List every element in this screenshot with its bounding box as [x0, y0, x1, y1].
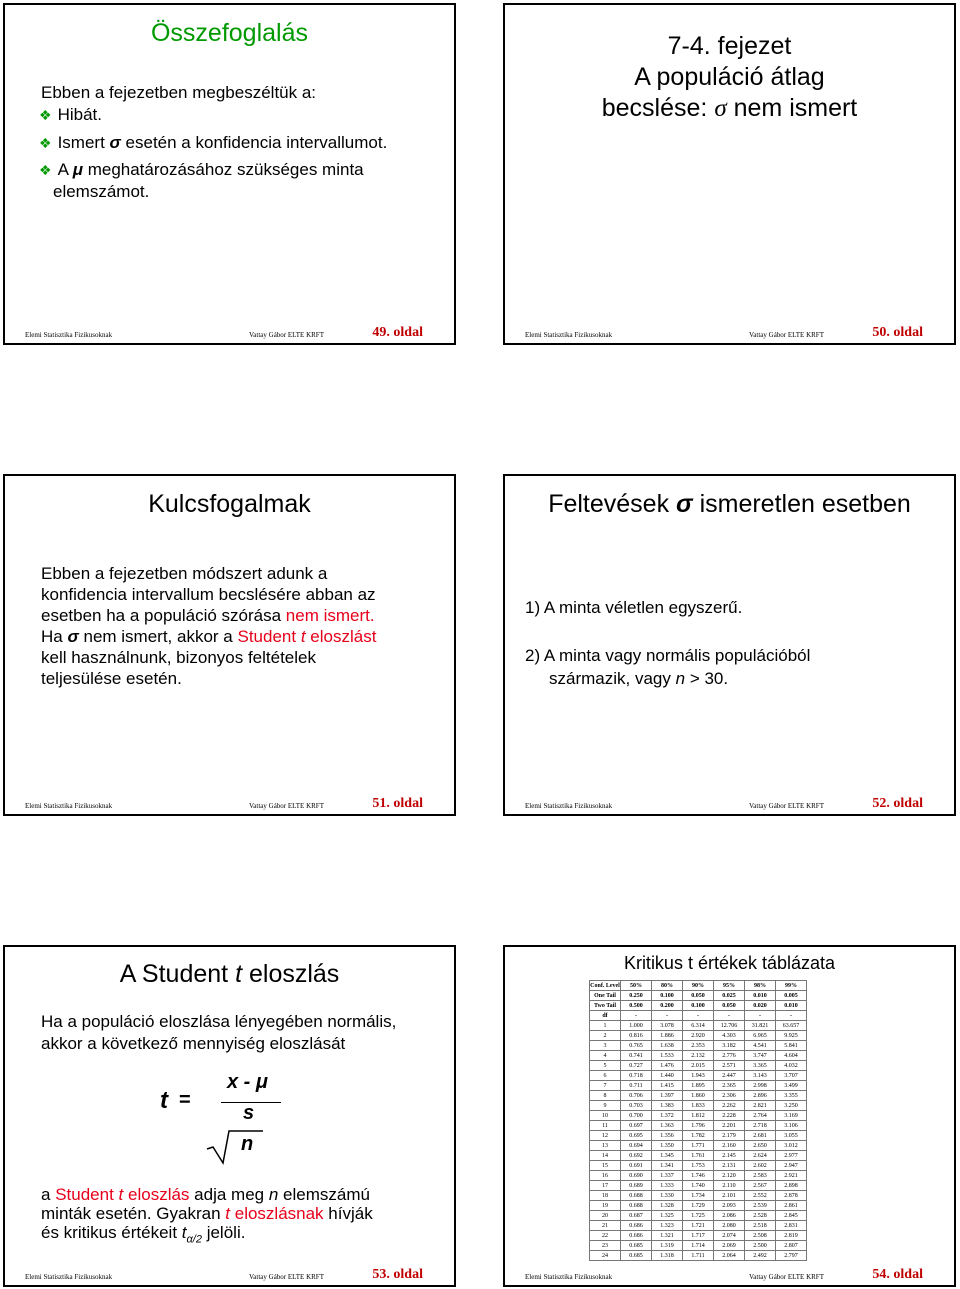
table-cell: 17: [590, 1181, 621, 1191]
table-cell: 1.717: [683, 1231, 714, 1241]
table-cell: 3: [590, 1041, 621, 1051]
page-number: 51. oldal: [372, 796, 423, 811]
table-cell: 2.069: [714, 1241, 745, 1251]
table-row: [590, 1191, 807, 1201]
table-cell: 1: [590, 1021, 621, 1031]
table-cell: 3.078: [652, 1021, 683, 1031]
table-cell: 2.228: [714, 1111, 745, 1121]
table-cell: 1.325: [652, 1211, 683, 1221]
table-row: [590, 1161, 807, 1171]
slide-54: [503, 945, 956, 1287]
table-cell: 1.397: [652, 1091, 683, 1101]
table-cell: 0.689: [621, 1181, 652, 1191]
table-cell: -: [714, 1011, 745, 1021]
table-cell: 1.729: [683, 1201, 714, 1211]
table-cell: 0.706: [621, 1091, 652, 1101]
table-cell: 1.886: [652, 1031, 683, 1041]
critical-t-table: [589, 980, 807, 1261]
table-cell: 0.250: [621, 991, 652, 1001]
table-row: [590, 1241, 807, 1251]
table-cell: 2.080: [714, 1221, 745, 1231]
table-cell: 2.015: [683, 1061, 714, 1071]
table-cell: 1.323: [652, 1221, 683, 1231]
table-cell: 7: [590, 1081, 621, 1091]
page-number: 52. oldal: [872, 796, 923, 811]
table-cell: 2.306: [714, 1091, 745, 1101]
table-cell: 6.965: [745, 1031, 776, 1041]
table-cell: 0.694: [621, 1141, 652, 1151]
table-cell: 0.005: [776, 991, 807, 1001]
slide-title: 7-4. fejezet A populáció átlag becslése: σ nem ismert: [601, 32, 858, 122]
table-cell: 1.761: [683, 1151, 714, 1161]
table-cell: 1.337: [652, 1171, 683, 1181]
table-cell: 3.169: [776, 1111, 807, 1121]
table-cell: 20: [590, 1211, 621, 1221]
table-row: [590, 991, 807, 1001]
table-cell: 1.833: [683, 1101, 714, 1111]
table-cell: 2.861: [776, 1201, 807, 1211]
table-cell: 1.476: [652, 1061, 683, 1071]
table-cell: 1.711: [683, 1251, 714, 1261]
slide-52: [503, 474, 956, 816]
table-cell: 1.943: [683, 1071, 714, 1081]
table-cell: 1.000: [621, 1021, 652, 1031]
table-cell: 0.695: [621, 1131, 652, 1141]
table-cell: 2.131: [714, 1161, 745, 1171]
slide-53: [3, 945, 456, 1287]
table-cell: 2.101: [714, 1191, 745, 1201]
diamond-bullet-icon: ❖: [39, 107, 52, 123]
table-cell: 2.145: [714, 1151, 745, 1161]
table-cell: 2.819: [776, 1231, 807, 1241]
table-cell: -: [745, 1011, 776, 1021]
table-cell: 0.765: [621, 1041, 652, 1051]
slide-title: Kulcsfogalmak: [148, 490, 311, 518]
table-cell: 19: [590, 1201, 621, 1211]
table-cell: 4.032: [776, 1061, 807, 1071]
table-cell: 2.528: [745, 1211, 776, 1221]
table-cell: 4.541: [745, 1041, 776, 1051]
table-cell: 16: [590, 1171, 621, 1181]
page-number: 50. oldal: [872, 325, 923, 340]
slide-title: A Student t eloszlás: [119, 960, 340, 988]
table-cell: 50%: [621, 981, 652, 991]
table-cell: 2.262: [714, 1101, 745, 1111]
assumption-1: 1) A minta véletlen egyszerű.: [525, 598, 743, 617]
table-cell: 2.764: [745, 1111, 776, 1121]
table-cell: 2.650: [745, 1141, 776, 1151]
table-cell: 6.314: [683, 1021, 714, 1031]
table-cell: 18: [590, 1191, 621, 1201]
slide-footer: Elemi Statisztika Fizikusoknak Vattay Gábor ELTE KRFT 52. oldal: [525, 796, 923, 811]
table-cell: 2.064: [714, 1251, 745, 1261]
table-cell: 2.160: [714, 1141, 745, 1151]
table-cell: 2.074: [714, 1231, 745, 1241]
table-cell: 12: [590, 1131, 621, 1141]
table-cell: 1.383: [652, 1101, 683, 1111]
table-row: [590, 1051, 807, 1061]
slide-49: [3, 3, 456, 345]
table-cell: 0.686: [621, 1231, 652, 1241]
table-cell: 12.706: [714, 1021, 745, 1031]
table-cell: 0.200: [652, 1001, 683, 1011]
table-cell: 6: [590, 1071, 621, 1081]
slide-footnote: a Student t eloszlás adja meg n elemszámú minták esetén. Gyakran t eloszlásnak hívják és kritikus értékeit $t_{\alpha/2}$ jelöli.: [41, 1185, 373, 1246]
table-row: [590, 1171, 807, 1181]
table-cell: 2.776: [714, 1051, 745, 1061]
table-cell: 1.533: [652, 1051, 683, 1061]
table-cell: 1.714: [683, 1241, 714, 1251]
list-item: ❖ Ismert σ esetén a konfidencia intervallumot.: [39, 133, 388, 152]
list-item: ❖ Hibát.: [39, 105, 102, 124]
table-cell: 80%: [652, 981, 683, 991]
table-cell: 1.895: [683, 1081, 714, 1091]
slide-title: Összefoglalás: [150, 19, 309, 47]
table-cell: 2.539: [745, 1201, 776, 1211]
table-cell: 0.703: [621, 1101, 652, 1111]
table-cell: 2.500: [745, 1241, 776, 1251]
table-cell: Two Tail: [590, 1001, 621, 1011]
table-cell: 2.353: [683, 1041, 714, 1051]
table-row: [590, 1221, 807, 1231]
table-cell: 3.143: [745, 1071, 776, 1081]
table-cell: 3.055: [776, 1131, 807, 1141]
table-cell: 2.807: [776, 1241, 807, 1251]
table-cell: 3.707: [776, 1071, 807, 1081]
table-row: [590, 1031, 807, 1041]
table-cell: 2: [590, 1031, 621, 1041]
table-cell: 2.896: [745, 1091, 776, 1101]
table-cell: 0.690: [621, 1171, 652, 1181]
table-cell: 2.179: [714, 1131, 745, 1141]
table-cell: 3.747: [745, 1051, 776, 1061]
table-cell: -: [621, 1011, 652, 1021]
table-cell: 2.977: [776, 1151, 807, 1161]
table-cell: 2.845: [776, 1211, 807, 1221]
table-cell: 2.947: [776, 1161, 807, 1171]
table-cell: 2.365: [714, 1081, 745, 1091]
table-cell: 23: [590, 1241, 621, 1251]
table-cell: 1.740: [683, 1181, 714, 1191]
page-number: 49. oldal: [372, 325, 423, 340]
table-cell: 3.182: [714, 1041, 745, 1051]
table-cell: 2.821: [745, 1101, 776, 1111]
table-cell: 1.860: [683, 1091, 714, 1101]
table-cell: 63.657: [776, 1021, 807, 1031]
table-cell: 2.492: [745, 1251, 776, 1261]
table-cell: 0.718: [621, 1071, 652, 1081]
assumption-2-continuation: származik, vagy n > 30.: [549, 669, 729, 688]
table-row: [590, 1181, 807, 1191]
slide-footer: Elemi Statisztika Fizikusoknak Vattay Gábor ELTE KRFT 53. oldal: [25, 1267, 423, 1282]
table-cell: 2.898: [776, 1181, 807, 1191]
table-cell: 0.025: [714, 991, 745, 1001]
table-cell: 4.303: [714, 1031, 745, 1041]
table-cell: 1.330: [652, 1191, 683, 1201]
table-cell: 0.050: [714, 1001, 745, 1011]
table-cell: 0.727: [621, 1061, 652, 1071]
slide-footer: Elemi Statisztika Fizikusoknak Vattay Gábor ELTE KRFT 51. oldal: [25, 796, 423, 811]
table-cell: 2.552: [745, 1191, 776, 1201]
table-cell: 3.106: [776, 1121, 807, 1131]
table-cell: 3.012: [776, 1141, 807, 1151]
table-cell: 2.086: [714, 1211, 745, 1221]
table-row: [590, 1001, 807, 1011]
table-cell: 3.365: [745, 1061, 776, 1071]
table-cell: 2.681: [745, 1131, 776, 1141]
table-cell: 1.363: [652, 1121, 683, 1131]
table-row: [590, 1231, 807, 1241]
table-cell: 1.372: [652, 1111, 683, 1121]
table-cell: 95%: [714, 981, 745, 991]
slide-footer: Elemi Statisztika Fizikusoknak Vattay Gábor ELTE KRFT 50. oldal: [525, 325, 923, 340]
table-cell: 0.741: [621, 1051, 652, 1061]
table-cell: -: [652, 1011, 683, 1021]
table-cell: 2.624: [745, 1151, 776, 1161]
table-cell: 24: [590, 1251, 621, 1261]
table-row: [590, 1141, 807, 1151]
table-cell: 1.771: [683, 1141, 714, 1151]
table-row: [590, 1101, 807, 1111]
table-cell: 0.691: [621, 1161, 652, 1171]
table-cell: 1.321: [652, 1231, 683, 1241]
table-cell: 1.345: [652, 1151, 683, 1161]
table-cell: 2.718: [745, 1121, 776, 1131]
table-cell: 21: [590, 1221, 621, 1231]
slide-body: Ebben a fejezetben módszert adunk a konfidencia intervallum becslésére abban az esetben ha a populáció szórása nem ismert. Ha σ nem ismert, akkor a Student t eloszlást kell használnunk, bizonyos feltételek teljesülése esetén.: [41, 564, 377, 688]
table-cell: Conf. Level: [590, 982, 620, 989]
table-cell: 2.831: [776, 1221, 807, 1231]
table-row: [590, 1211, 807, 1221]
table-cell: -: [776, 1011, 807, 1021]
table-cell: -: [683, 1011, 714, 1021]
table-cell: 9.925: [776, 1031, 807, 1041]
table-cell: 4: [590, 1051, 621, 1061]
table-cell: 2.878: [776, 1191, 807, 1201]
table-cell: 0.686: [621, 1221, 652, 1231]
table-cell: 2.120: [714, 1171, 745, 1181]
table-cell: 5: [590, 1061, 621, 1071]
table-cell: 3.355: [776, 1091, 807, 1101]
table-cell: 2.602: [745, 1161, 776, 1171]
table-cell: 1.440: [652, 1071, 683, 1081]
table-row: [590, 1021, 807, 1031]
table-cell: 2.921: [776, 1171, 807, 1181]
table-cell: 0.692: [621, 1151, 652, 1161]
table-cell: 0.050: [683, 991, 714, 1001]
slide-footer: Elemi Statisztika Fizikusoknak Vattay Gábor ELTE KRFT 49. oldal: [25, 325, 423, 340]
table-cell: 2.583: [745, 1171, 776, 1181]
table-cell: 2.093: [714, 1201, 745, 1211]
slide-body: Ha a populáció eloszlása lényegében normális, akkor a következő mennyiség eloszlását: [41, 1012, 397, 1053]
table-cell: 1.328: [652, 1201, 683, 1211]
table-cell: 1.721: [683, 1221, 714, 1231]
table-row: [590, 1121, 807, 1131]
table-cell: 0.500: [621, 1001, 652, 1011]
table-cell: 1.812: [683, 1111, 714, 1121]
table-cell: 22: [590, 1231, 621, 1241]
table-cell: 2.508: [745, 1231, 776, 1241]
table-cell: 14: [590, 1151, 621, 1161]
table-row: [590, 1071, 807, 1081]
table-cell: 9: [590, 1101, 621, 1111]
table-cell: 98%: [745, 981, 776, 991]
table-cell: 2.920: [683, 1031, 714, 1041]
table-row: [590, 1011, 807, 1021]
table-row: [590, 1091, 807, 1101]
table-cell: 2.571: [714, 1061, 745, 1071]
table-cell: 0.010: [745, 991, 776, 1001]
table-cell: 0.688: [621, 1201, 652, 1211]
table-row: [590, 1201, 807, 1211]
table-cell: 31.821: [745, 1021, 776, 1031]
slide-title: Feltevések σ ismeretlen esetben: [548, 490, 911, 518]
table-cell: 1.319: [652, 1241, 683, 1251]
table-row: [590, 981, 807, 991]
page-number: 53. oldal: [372, 1267, 423, 1282]
table-row: [590, 1081, 807, 1091]
table-cell: 5.841: [776, 1041, 807, 1051]
table-cell: 0.711: [621, 1081, 652, 1091]
table-cell: 2.447: [714, 1071, 745, 1081]
table-row: [590, 1131, 807, 1141]
table-cell: 0.700: [621, 1111, 652, 1121]
table-cell: 2.132: [683, 1051, 714, 1061]
table-cell: 13: [590, 1141, 621, 1151]
table-cell: 1.734: [683, 1191, 714, 1201]
table-cell: 1.725: [683, 1211, 714, 1221]
list-item-continuation: elemszámot.: [53, 182, 150, 201]
table-cell: 1.341: [652, 1161, 683, 1171]
table-cell: 8: [590, 1091, 621, 1101]
table-cell: df: [590, 1011, 621, 1021]
slide-51: [3, 474, 456, 816]
table-cell: 1.350: [652, 1141, 683, 1151]
table-cell: 90%: [683, 981, 714, 991]
table-cell: 1.333: [652, 1181, 683, 1191]
table-cell: 2.201: [714, 1121, 745, 1131]
table-cell: 0.685: [621, 1241, 652, 1251]
table-row: [590, 1111, 807, 1121]
table-cell: One Tail: [590, 991, 621, 1001]
table-cell: 0.697: [621, 1121, 652, 1131]
table-cell: 1.796: [683, 1121, 714, 1131]
table-cell: 4.604: [776, 1051, 807, 1061]
table-cell: 10: [590, 1111, 621, 1121]
square-root-icon: [205, 1127, 265, 1167]
table-cell: 1.638: [652, 1041, 683, 1051]
t-formula: t = x - μ s n: [155, 1065, 295, 1165]
table-cell: 2.998: [745, 1081, 776, 1091]
table-cell: 0.010: [776, 1001, 807, 1011]
table-cell: 11: [590, 1121, 621, 1131]
table-row: [590, 1061, 807, 1071]
table-cell: 2.110: [714, 1181, 745, 1191]
table-cell: 0.020: [745, 1001, 776, 1011]
table-cell: 1.318: [652, 1251, 683, 1261]
table-row: [590, 1151, 807, 1161]
table-cell: 0.688: [621, 1191, 652, 1201]
table-cell: 15: [590, 1161, 621, 1171]
table-cell: 2.518: [745, 1221, 776, 1231]
page-number: 54. oldal: [872, 1267, 923, 1282]
slide-50: [503, 3, 956, 345]
table-cell: 1.782: [683, 1131, 714, 1141]
table-cell: 0.816: [621, 1031, 652, 1041]
diamond-bullet-icon: ❖: [39, 135, 52, 151]
table-row: [590, 1041, 807, 1051]
slide-intro: Ebben a fejezetben megbeszéltük a:: [41, 83, 317, 102]
assumption-2: 2) A minta vagy normális populációból: [525, 646, 811, 665]
table-cell: 0.687: [621, 1211, 652, 1221]
table-cell: 0.685: [621, 1251, 652, 1261]
list-item: ❖ A μ meghatározásához szükséges minta: [39, 160, 364, 179]
table-cell: 3.250: [776, 1101, 807, 1111]
slide-footer: Elemi Statisztika Fizikusoknak Vattay Gábor ELTE KRFT 54. oldal: [525, 1267, 923, 1282]
table-cell: 1.356: [652, 1131, 683, 1141]
table-cell: 1.753: [683, 1161, 714, 1171]
table-cell: 2.567: [745, 1181, 776, 1191]
table-cell: 0.100: [652, 991, 683, 1001]
diamond-bullet-icon: ❖: [39, 162, 52, 178]
table-cell: 1.415: [652, 1081, 683, 1091]
table-cell: 2.797: [776, 1251, 807, 1261]
table-cell: 0.100: [683, 1001, 714, 1011]
slide-title: Kritikus t értékek táblázata: [623, 953, 836, 973]
table-cell: 99%: [776, 981, 807, 991]
table-cell: 1.746: [683, 1171, 714, 1181]
table-cell: 3.499: [776, 1081, 807, 1091]
